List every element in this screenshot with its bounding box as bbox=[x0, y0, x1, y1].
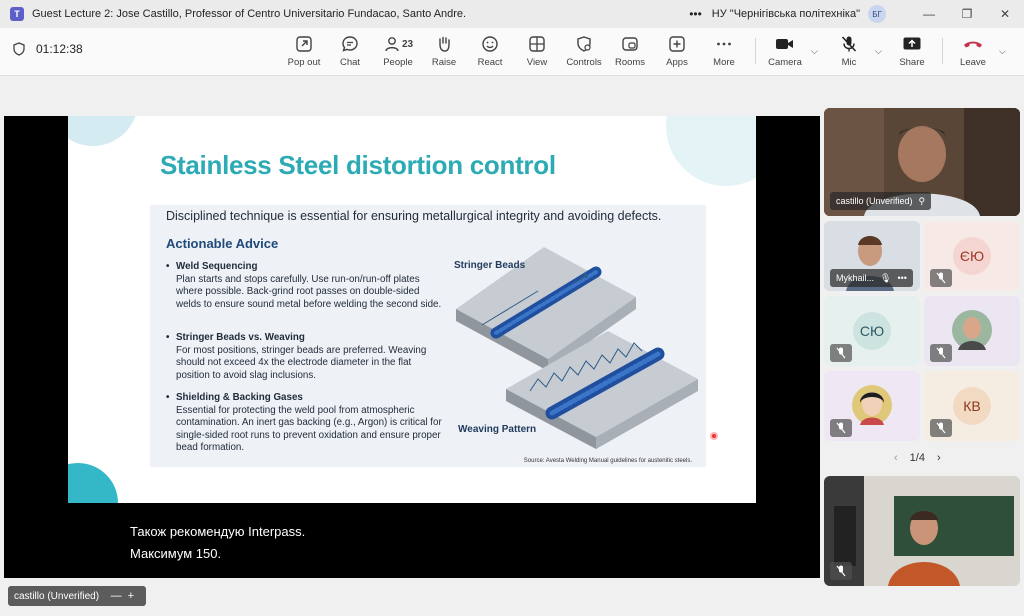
participant-tile[interactable] bbox=[924, 296, 1020, 366]
bullet-item: • Stringer Beads vs. Weaving For most positions, stringer beads are preferred. Weaving should not exceed 4x the electrode diameter in the flat position to avoid slag inclusions. bbox=[166, 332, 446, 382]
mic-off-icon bbox=[830, 344, 852, 362]
mic-options-chevron-icon[interactable]: ⌵ bbox=[875, 46, 882, 56]
rooms-icon bbox=[621, 35, 639, 53]
next-page-icon[interactable]: › bbox=[936, 452, 941, 464]
figure-label-weaving: Weaving Pattern bbox=[458, 424, 537, 435]
bullet-item: • Shielding & Backing Gases Essential for protecting the weld pool from atmospheric contamination. An inert gas backing (e.g., Argon) is critical for single-sided root runs to prevent oxidation and ensure proper bead formation. bbox=[166, 392, 446, 455]
participant-tile[interactable] bbox=[824, 296, 920, 366]
participant-tile[interactable] bbox=[824, 371, 920, 441]
decorative-circle bbox=[666, 116, 756, 186]
participant-avatar bbox=[852, 385, 892, 425]
speaker-video-tile[interactable] bbox=[824, 108, 1020, 216]
mic-off-icon bbox=[830, 562, 852, 580]
speaker-name-tag bbox=[830, 192, 931, 210]
participant-tile[interactable] bbox=[924, 221, 1020, 291]
pin-icon[interactable]: ⚲ bbox=[918, 195, 926, 206]
restore-icon[interactable]: ❐ bbox=[961, 7, 973, 21]
plus-square-icon bbox=[668, 35, 686, 53]
hand-icon bbox=[435, 35, 453, 53]
leave-button[interactable] bbox=[951, 34, 995, 72]
more-button[interactable] bbox=[702, 34, 746, 72]
minimize-icon[interactable]: — bbox=[923, 7, 935, 21]
shared-screen-stage bbox=[4, 116, 820, 578]
window-title: Guest Lecture 2: Jose Castillo, Professor of Centro Universitario Fundacao, Santo Andre. bbox=[32, 8, 467, 20]
raise-hand-button[interactable] bbox=[422, 34, 466, 72]
decorative-circle bbox=[68, 116, 138, 146]
leave-label: Leave bbox=[960, 57, 986, 68]
grid-view-icon bbox=[528, 35, 546, 53]
mic-off-icon bbox=[840, 35, 858, 53]
presenter-name-bar bbox=[8, 586, 146, 606]
org-name[interactable]: НУ "Чернігівська політехніка" bbox=[711, 8, 860, 20]
people-count: 23 bbox=[401, 38, 414, 50]
live-captions bbox=[130, 521, 305, 565]
caption-line: Максимум 150. bbox=[130, 546, 222, 561]
share-button[interactable] bbox=[890, 34, 934, 72]
share-screen-icon bbox=[902, 35, 922, 53]
timer-text: 01:12:38 bbox=[36, 42, 83, 56]
bullet-title: Stringer Beads vs. Weaving bbox=[176, 332, 305, 343]
participant-tile[interactable] bbox=[824, 221, 920, 291]
toolbar-divider bbox=[942, 38, 943, 64]
more-options-icon[interactable]: ••• bbox=[689, 7, 702, 21]
close-icon[interactable]: ✕ bbox=[999, 7, 1011, 21]
gallery-pager bbox=[894, 452, 941, 464]
laser-pointer bbox=[710, 432, 718, 440]
apps-label: Apps bbox=[666, 57, 688, 68]
caption-line: Також рекомендую Interpass. bbox=[130, 524, 306, 539]
camera-button[interactable] bbox=[763, 34, 807, 72]
shield-icon bbox=[12, 42, 26, 56]
mic-off-icon bbox=[930, 344, 952, 362]
bullet-text: For most positions, stringer beads are preferred. Weaving should not exceed 4x the electrode diameter in the flat position to avoid slag inclusions. bbox=[176, 344, 427, 381]
participant-initials: ЄЮ bbox=[953, 237, 991, 275]
participant-initials: КВ bbox=[953, 387, 991, 425]
bullet-title: Weld Sequencing bbox=[176, 261, 258, 272]
user-avatar[interactable]: БГ bbox=[868, 5, 886, 23]
camera-options-chevron-icon[interactable]: ⌵ bbox=[811, 46, 818, 56]
view-button[interactable] bbox=[515, 34, 559, 72]
previous-page-icon[interactable]: ‹ bbox=[894, 452, 898, 464]
mic-off-icon bbox=[930, 269, 952, 287]
speaker-name: castillo (Unverified) bbox=[836, 196, 913, 206]
bullet-item: • Weld Sequencing Plan starts and stops carefully. Use run-on/run-off plates where possible. Back-grind root passes on double-sided welds to ensure sound metal before welding the second side. bbox=[166, 261, 446, 311]
bullet-text: Plan starts and stops carefully. Use run-on/run-off plates where possible. Back-grind root passes on double-sided welds to ensure sound metal before welding the second side. bbox=[176, 273, 442, 310]
slide-content-panel bbox=[150, 205, 706, 467]
camera-icon bbox=[775, 35, 795, 53]
title-bar bbox=[0, 0, 1024, 28]
leave-options-chevron-icon[interactable]: ⌵ bbox=[999, 46, 1006, 56]
apps-button[interactable] bbox=[655, 34, 699, 72]
smiley-icon bbox=[481, 35, 499, 53]
bullet-text: Essential for protecting the weld pool from atmospheric contamination. An inert gas backing (e.g., Argon) is critical for single-sided root runs to prevent oxidation and ensure proper bead formation. bbox=[176, 404, 442, 453]
controls-button[interactable] bbox=[562, 34, 606, 72]
meeting-toolbar bbox=[0, 28, 1024, 76]
hang-up-icon bbox=[962, 35, 984, 53]
mic-off-icon bbox=[830, 419, 852, 437]
section-heading: Actionable Advice bbox=[166, 236, 279, 251]
participant-tile[interactable] bbox=[924, 371, 1020, 441]
rooms-label: Rooms bbox=[614, 57, 646, 68]
bullet-title: Shielding & Backing Gases bbox=[176, 392, 303, 403]
mic-label: Mic bbox=[841, 57, 857, 68]
controls-label: Controls bbox=[566, 57, 602, 68]
people-icon bbox=[383, 35, 401, 53]
self-video bbox=[824, 476, 1020, 586]
more-label: More bbox=[713, 57, 735, 68]
chat-button[interactable] bbox=[328, 34, 372, 72]
presentation-slide bbox=[68, 116, 756, 503]
chat-label: Chat bbox=[339, 57, 361, 68]
figure-label-stringer: Stringer Beads bbox=[454, 260, 526, 271]
participant-name: Mykhail... bbox=[836, 273, 875, 283]
view-label: View bbox=[526, 57, 548, 68]
mic-button[interactable] bbox=[827, 34, 871, 72]
page-indicator: 1/4 bbox=[909, 452, 925, 464]
self-view-tile[interactable] bbox=[824, 476, 1020, 586]
participant-name-tag bbox=[830, 269, 913, 287]
meeting-timer bbox=[12, 42, 83, 56]
people-button[interactable] bbox=[376, 34, 420, 72]
toolbar-divider bbox=[755, 38, 756, 64]
popout-icon bbox=[295, 35, 313, 53]
participant-avatar bbox=[952, 310, 992, 350]
shield-settings-icon bbox=[575, 35, 593, 53]
zoom-controls[interactable]: —+ bbox=[110, 590, 140, 602]
mic-off-icon: 🎙 bbox=[880, 272, 892, 283]
share-label: Share bbox=[899, 57, 925, 68]
react-label: React bbox=[477, 57, 503, 68]
people-label: People bbox=[383, 57, 413, 68]
chat-icon bbox=[341, 35, 359, 53]
participant-initials: СЮ bbox=[853, 312, 891, 350]
presenter-name: castillo (Unverified) bbox=[14, 590, 100, 602]
raise-label: Raise bbox=[431, 57, 457, 68]
camera-label: Camera bbox=[768, 57, 802, 68]
mic-off-icon bbox=[930, 419, 952, 437]
popout-button[interactable] bbox=[282, 34, 326, 72]
rooms-button[interactable] bbox=[608, 34, 652, 72]
slide-intro: Disciplined technique is essential for ensuring metallurgical integrity and avoiding defects. bbox=[166, 209, 662, 223]
more-options-icon[interactable]: ••• bbox=[897, 273, 907, 283]
popout-label: Pop out bbox=[287, 57, 321, 68]
slide-source-note: Source: Avesta Welding Manual guidelines for austenitic steels. bbox=[523, 458, 692, 464]
react-button[interactable] bbox=[468, 34, 512, 72]
ellipsis-icon bbox=[715, 35, 733, 53]
slide-title: Stainless Steel distortion control bbox=[160, 150, 556, 180]
decorative-circle bbox=[68, 463, 118, 503]
teams-app-icon: T bbox=[10, 7, 24, 21]
